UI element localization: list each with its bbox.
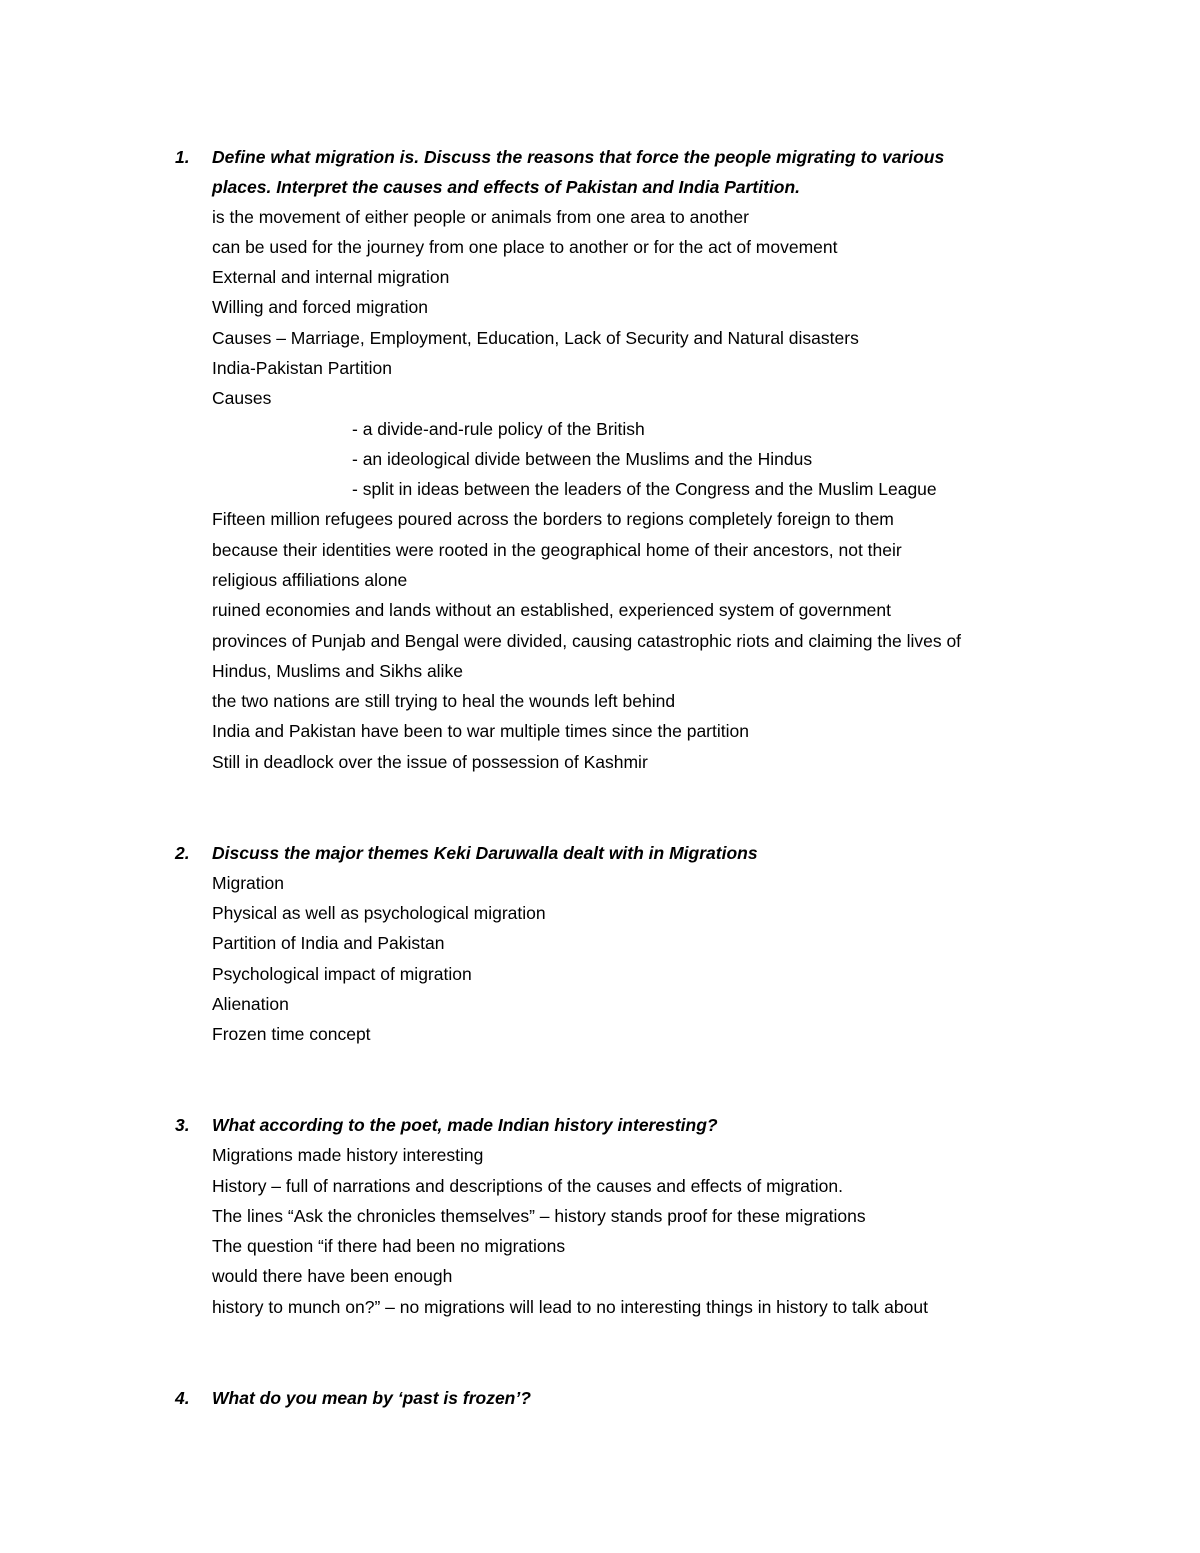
question-number: 4. [175, 1388, 190, 1408]
answer-line: Alienation [212, 994, 289, 1014]
question-prompt-line: Define what migration is. Discuss the reasons that force the people migrating to various [212, 147, 945, 167]
answer-line: Causes [212, 388, 272, 408]
answer-line: Willing and forced migration [212, 297, 428, 317]
answer-subpoint: - an ideological divide between the Muslims and the Hindus [352, 449, 813, 469]
question-prompt-line: Discuss the major themes Keki Daruwalla dealt with in Migrations [212, 843, 758, 863]
question-number: 2. [175, 843, 190, 863]
answer-line: Migration [212, 873, 284, 893]
answer-line: religious affiliations alone [212, 570, 408, 590]
answer-line: Still in deadlock over the issue of possession of Kashmir [212, 752, 648, 772]
answer-line: provinces of Punjab and Bengal were divided, causing catastrophic riots and claiming the lives of [212, 631, 962, 651]
answer-line: Physical as well as psychological migration [212, 903, 546, 923]
answer-line: Migrations made history interesting [212, 1145, 484, 1165]
answer-subpoint: - split in ideas between the leaders of the Congress and the Muslim League [352, 479, 937, 499]
answer-line: External and internal migration [212, 267, 450, 287]
answer-line: The question “if there had been no migrations [212, 1236, 566, 1256]
answer-line: India and Pakistan have been to war multiple times since the partition [212, 721, 749, 741]
question-number: 1. [175, 147, 190, 167]
answer-line: Causes – Marriage, Employment, Education, Lack of Security and Natural disasters [212, 328, 859, 348]
answer-line: Fifteen million refugees poured across the borders to regions completely foreign to them [212, 509, 894, 529]
answer-subpoint: - a divide-and-rule policy of the British [352, 419, 645, 439]
question-prompt-line: What according to the poet, made Indian history interesting? [212, 1115, 718, 1135]
question-number: 3. [175, 1115, 190, 1135]
question-prompt-line: What do you mean by ‘past is frozen’? [212, 1388, 531, 1408]
answer-line: History – full of narrations and descriptions of the causes and effects of migration. [212, 1176, 843, 1196]
answer-line: The lines “Ask the chronicles themselves” – history stands proof for these migrations [212, 1206, 866, 1226]
answer-line: Hindus, Muslims and Sikhs alike [212, 661, 463, 681]
answer-line: ruined economies and lands without an established, experienced system of government [212, 600, 892, 620]
question-prompt-line: places. Interpret the causes and effects of Pakistan and India Partition. [212, 177, 801, 197]
answer-line: Partition of India and Pakistan [212, 933, 445, 953]
answer-line: the two nations are still trying to heal the wounds left behind [212, 691, 676, 711]
answer-line: history to munch on?” – no migrations will lead to no interesting things in history to talk about [212, 1297, 928, 1317]
answer-line: Psychological impact of migration [212, 964, 472, 984]
answer-line: because their identities were rooted in the geographical home of their ancestors, not their [212, 540, 902, 560]
answer-line: Frozen time concept [212, 1024, 371, 1044]
answer-line: would there have been enough [212, 1266, 453, 1286]
answer-line: India-Pakistan Partition [212, 358, 392, 378]
answer-line: can be used for the journey from one place to another or for the act of movement [212, 237, 838, 257]
answer-line: is the movement of either people or animals from one area to another [212, 207, 749, 227]
